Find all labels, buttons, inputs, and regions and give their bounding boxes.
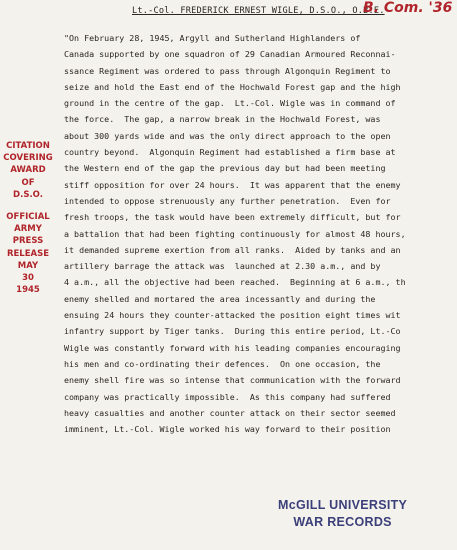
stamp-line: McGILL UNIVERSITY [278, 498, 408, 512]
body-line: enemy shell fire was so intense that communication with the forward [64, 375, 401, 386]
margin-note-line: OFFICIAL [6, 212, 50, 223]
body-line: infantry support by Tiger tanks. During this entire period, Lt.-Co [64, 326, 401, 337]
body-line: the Western end of the gap the previous day but had been meeting [64, 163, 386, 174]
body-line: country beyond. Algonquin Regiment had established a firm base at [64, 147, 396, 158]
body-line: seize and hold the East end of the Hochwald Forest gap and the high [64, 81, 401, 92]
body-line: Wigle was constantly forward with his leading companies encouraging [64, 342, 401, 353]
body-line: ensuing 24 hours they counter-attacked the position eight times wit [64, 310, 401, 321]
body-line: heavy casualties and another counter attack on their sector seemed [64, 407, 396, 418]
margin-note-line: D.S.O. [13, 189, 43, 200]
body-line: about 300 yards wide and was the only direct approach to the open [64, 130, 391, 141]
body-line: artillery barrage the attack was launched at 2.30 a.m., and by [64, 261, 381, 272]
margin-note-line: 30 [22, 273, 34, 284]
body-line: "On February 28, 1945, Argyll and Sutherland Highlanders of [64, 33, 361, 43]
archive-stamp [278, 497, 407, 531]
margin-note-line: COVERING [3, 153, 53, 164]
margin-note-line: AWARD [10, 165, 46, 176]
body-line: stiff opposition for over 24 hours. It was apparent that the enemy [64, 179, 401, 190]
body-line: ssance Regiment was ordered to pass through Algonquin Regiment to [64, 65, 391, 76]
citation-body [64, 30, 454, 437]
document-heading: Lt.-Col. FREDERICK ERNEST WIGLE, D.S.O., O.B.E. [132, 6, 385, 16]
margin-note-line: ARMY [14, 224, 42, 235]
margin-note-line: OF [21, 177, 35, 188]
body-line: the force. The gap, a narrow break in the Hochwald Forest, was [64, 114, 381, 125]
margin-note-line: CITATION [6, 141, 50, 151]
margin-note-line: 1945 [16, 285, 40, 296]
body-line: intended to oppose strenuously any further penetration. Even for [64, 195, 391, 206]
body-line: it demanded supreme exertion from all ranks. Aided by tanks and an [64, 244, 401, 255]
body-line: ground in the centre of the gap. Lt.-Col. Wigle was in command of [64, 98, 396, 109]
body-line: enemy shelled and mortared the area incessantly and during the [64, 293, 376, 304]
body-line: a battalion that had been fighting continuously for almost 48 hours, [64, 228, 406, 239]
body-line: 4 a.m., all the objective had been reached. Beginning at 6 a.m., th [64, 277, 406, 288]
handwritten-margin-note [2, 140, 54, 296]
body-line: his men and co-ordinating their defences. On one occasion, the [64, 358, 381, 369]
margin-note-spacer [2, 201, 54, 211]
stamp-line: WAR RECORDS [293, 515, 392, 529]
body-line: company was practically impossible. As this company had suffered [64, 391, 391, 402]
body-line: Canada supported by one squadron of 29 Canadian Armoured Reconnai- [64, 49, 396, 60]
handwritten-degree-note: B. Com. '36 [363, 0, 453, 16]
body-line: imminent, Lt.-Col. Wigle worked his way forward to their position [64, 424, 391, 435]
margin-note-line: RELEASE [6, 248, 50, 259]
margin-note-line: PRESS [12, 236, 44, 247]
margin-note-line: MAY [17, 260, 39, 271]
body-line: fresh troops, the task would have been extremely difficult, but for [64, 212, 401, 223]
